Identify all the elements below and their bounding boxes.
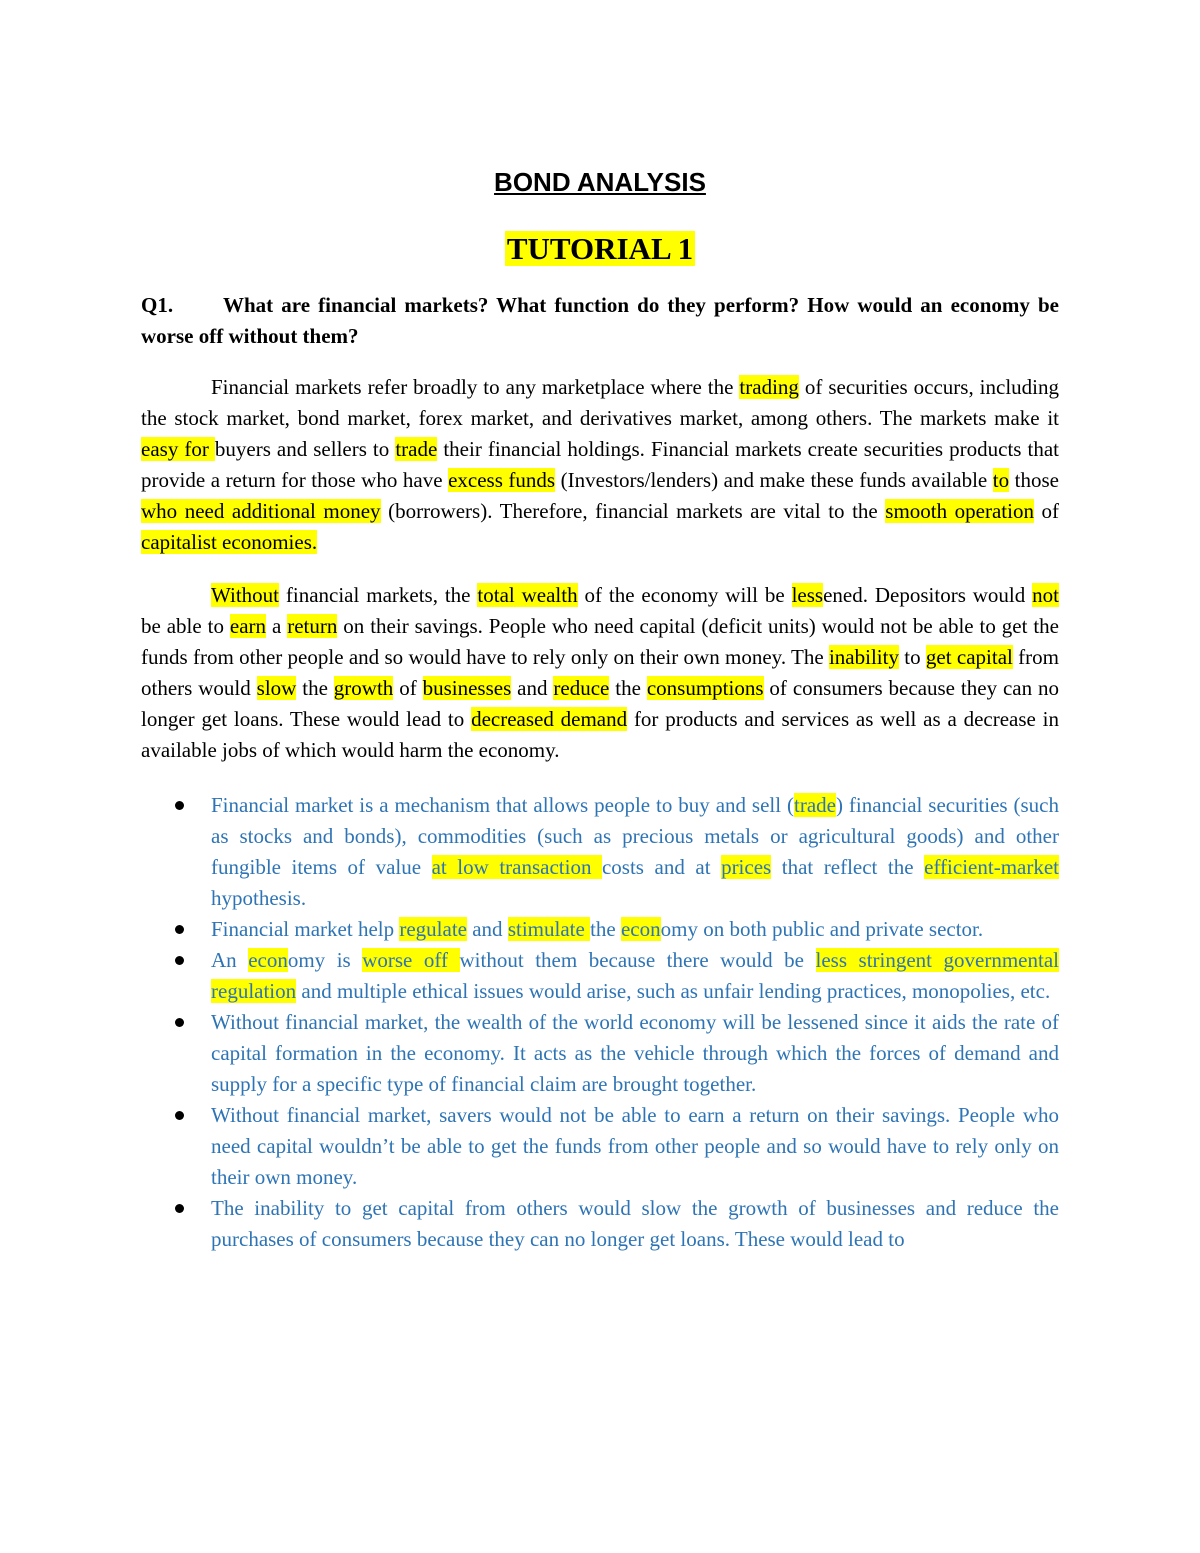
highlighted-text: stimulate bbox=[507, 917, 591, 941]
text-run: An bbox=[211, 948, 249, 972]
highlighted-text: Without bbox=[211, 583, 279, 607]
highlighted-text: reduce bbox=[553, 676, 610, 700]
text-run: buyers and sellers to bbox=[214, 437, 396, 461]
bullet-item bbox=[141, 945, 1059, 1007]
highlighted-text: prices bbox=[721, 855, 772, 879]
text-run: Financial market help bbox=[211, 917, 400, 941]
text-run: be able to bbox=[141, 614, 230, 638]
highlighted-text: econ bbox=[248, 948, 288, 972]
highlighted-text: econ bbox=[620, 917, 661, 941]
highlighted-text: efficient-market bbox=[924, 855, 1059, 879]
highlighted-text: total wealth bbox=[477, 583, 578, 607]
highlighted-text: consumptions bbox=[646, 676, 764, 700]
question-q1 bbox=[141, 290, 1059, 352]
question-number: Q1. bbox=[141, 293, 174, 317]
document-body bbox=[141, 162, 1059, 1255]
text-run: ened. Depositors would bbox=[823, 583, 1033, 607]
text-run: Without financial market, savers would not be able to earn a return on their savings. People who need capital wouldn’t be able to get the funds from other people and so would have to rely only on their own money. bbox=[211, 1103, 1059, 1189]
highlighted-text: earn bbox=[229, 614, 267, 638]
text-run: the bbox=[590, 917, 621, 941]
text-run: Financial markets refer broadly to any marketplace where the bbox=[211, 375, 740, 399]
text-run: (Investors/lenders) and make these funds available bbox=[555, 468, 993, 492]
highlighted-text: smooth operation bbox=[885, 499, 1034, 523]
highlighted-text: regulate bbox=[399, 917, 467, 941]
highlighted-text: slow bbox=[256, 676, 297, 700]
bullet-item bbox=[141, 1193, 1059, 1255]
text-run: costs and at bbox=[601, 855, 722, 879]
highlighted-text: decreased demand bbox=[471, 707, 628, 731]
bullet-item bbox=[141, 790, 1059, 914]
highlighted-text: trading bbox=[739, 375, 799, 399]
text-run: of consumers because they can no longer get loans. These would lead to bbox=[141, 676, 1060, 731]
text-run: for products and services as well as a decrease in available jobs of which would harm the economy. bbox=[141, 707, 1059, 762]
text-run: a bbox=[266, 614, 288, 638]
text-run: financial markets, the bbox=[278, 583, 478, 607]
highlighted-text: get capital bbox=[925, 645, 1013, 669]
text-run: Without financial market, the wealth of the world economy will be lessened since it aids the rate of capital formation in the economy. It acts as the vehicle through which the forces of demand and supply for a specific type of financial claim are brought together. bbox=[211, 1010, 1059, 1096]
highlighted-text: at low transaction bbox=[431, 855, 602, 879]
bullet-dot-icon bbox=[175, 1204, 184, 1213]
text-run: and bbox=[511, 676, 554, 700]
text-run: that reflect the bbox=[771, 855, 925, 879]
highlighted-text: not bbox=[1032, 583, 1060, 607]
bullet-dot-icon bbox=[175, 956, 184, 965]
text-run: the bbox=[296, 676, 334, 700]
highlighted-text: excess funds bbox=[448, 468, 556, 492]
highlighted-text: trade bbox=[395, 437, 438, 461]
highlighted-text: growth bbox=[333, 676, 394, 700]
text-run: of bbox=[1033, 499, 1059, 523]
text-run: hypothesis. bbox=[211, 886, 307, 910]
bullet-list bbox=[141, 790, 1059, 1255]
highlighted-text: who need additional money bbox=[141, 499, 381, 523]
text-run: omy is bbox=[287, 948, 363, 972]
text-run: their financial holdings. Financial markets create securities products that provide a return for those who have bbox=[141, 437, 1059, 492]
answer-paragraph-2 bbox=[141, 580, 1059, 766]
bullet-dot-icon bbox=[175, 1111, 184, 1120]
text-run: on their savings. People who need capital (deficit units) would not be able to get the funds from other people and so would have to rely only on their own money. The bbox=[141, 614, 1060, 669]
text-run: The inability to get capital from others would slow the growth of businesses and reduce the purchases of consumers because they can no longer get loans. These would lead to bbox=[211, 1196, 1059, 1251]
text-run: the bbox=[609, 676, 647, 700]
bullet-item bbox=[141, 1100, 1059, 1193]
text-run: ) financial securities (such as stocks and bonds), commodities (such as precious metals or agricultural goods) and other fungible items of value bbox=[211, 793, 1059, 879]
highlighted-text: inability bbox=[828, 645, 899, 669]
text-run: of securities occurs, including the stock market, bond market, forex market, and derivatives market, among others. The markets make it bbox=[141, 375, 1059, 430]
highlighted-text: easy for bbox=[141, 437, 215, 461]
text-run: and bbox=[466, 917, 508, 941]
highlighted-text: less stringent governmental regulation bbox=[211, 948, 1059, 1003]
text-run: those bbox=[1009, 468, 1059, 492]
highlighted-text: worse off bbox=[362, 948, 460, 972]
highlighted-text: trade bbox=[794, 793, 836, 817]
highlighted-text: to bbox=[992, 468, 1010, 492]
tutorial-heading-text: TUTORIAL 1 bbox=[506, 231, 694, 266]
highlighted-text: businesses bbox=[422, 676, 512, 700]
text-run: omy on both public and private sector. bbox=[660, 917, 984, 941]
document-title: BOND ANALYSIS bbox=[494, 167, 706, 197]
bullet-dot-icon bbox=[175, 1018, 184, 1027]
text-run: without them because there would be bbox=[459, 948, 816, 972]
answer-paragraph-1 bbox=[141, 372, 1059, 558]
highlighted-text: capitalist economies. bbox=[141, 530, 318, 554]
bullet-dot-icon bbox=[175, 925, 184, 934]
bullet-dot-icon bbox=[175, 801, 184, 810]
text-run: of bbox=[393, 676, 423, 700]
bullet-item bbox=[141, 914, 1059, 945]
text-run: (borrowers). Therefore, financial markets are vital to the bbox=[380, 499, 886, 523]
text-run: of the economy will be bbox=[577, 583, 792, 607]
highlighted-text: return bbox=[287, 614, 338, 638]
tutorial-heading bbox=[141, 226, 1059, 272]
text-run: and multiple ethical issues would arise, such as unfair lending practices, monopolies, etc. bbox=[296, 979, 1051, 1003]
bullet-item bbox=[141, 1007, 1059, 1100]
highlighted-text: less bbox=[791, 583, 824, 607]
text-run: from others would bbox=[141, 645, 1059, 700]
text-run: to bbox=[898, 645, 926, 669]
question-text: What are financial markets? What function do they perform? How would an economy be worse off without them? bbox=[141, 293, 1059, 348]
text-run: Financial market is a mechanism that allows people to buy and sell ( bbox=[211, 793, 795, 817]
